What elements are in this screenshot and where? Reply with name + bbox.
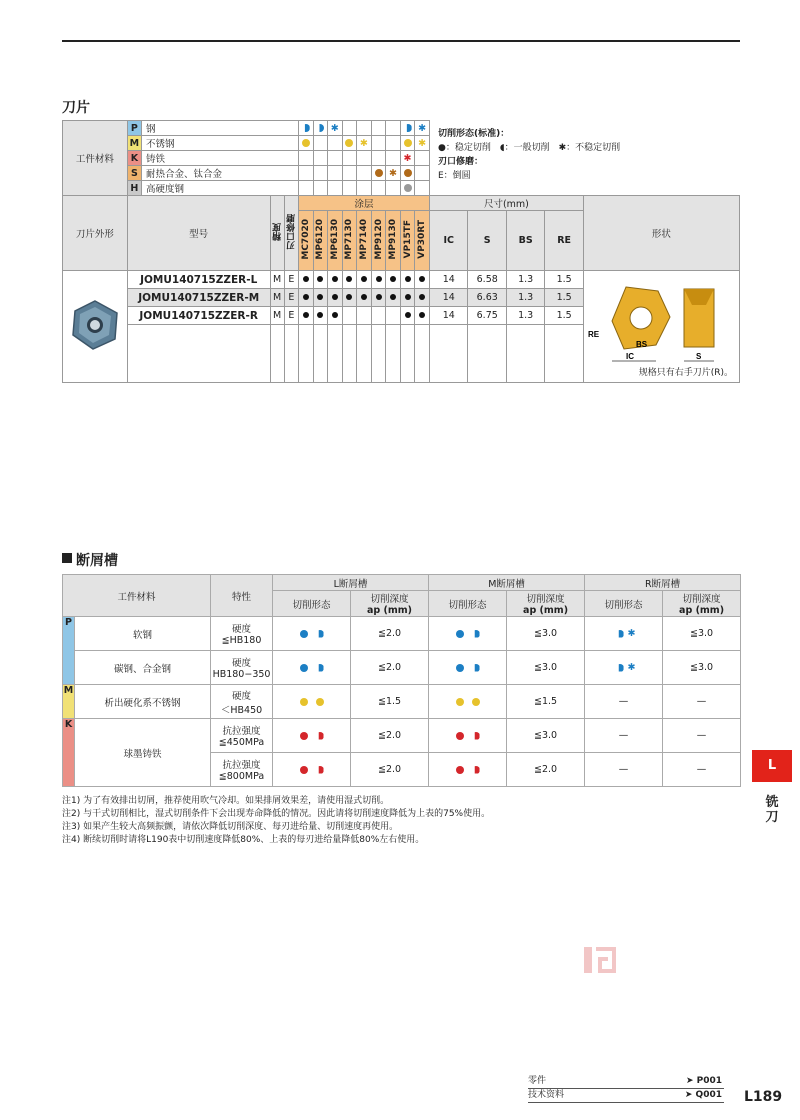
mat-code-K: K <box>127 151 141 166</box>
diagram-re: RE <box>588 330 600 339</box>
cb-prop2-0: ≦HB180 <box>221 635 262 646</box>
cb-material-3: 球墨铸铁 <box>75 719 211 787</box>
cb-sub-form-L: 切削形态 <box>273 591 351 617</box>
legend-title: 切削形态(标准)： <box>438 128 510 139</box>
ic-row-2: 14 <box>430 307 468 325</box>
mat-name-S: 耐热合金、钛合金 <box>141 166 298 181</box>
right-hand-note: 规格只有右手刀片(R)。 <box>638 368 733 378</box>
label-precision: 精度 <box>272 222 283 241</box>
note-2: 注2) 与干式切削相比，湿式切削条件下会出现寿命降低的情况。因此请将切削速度降低为上表的75%使用。 <box>62 809 491 819</box>
section-title-chipbreaker: 断屑槽 <box>76 553 118 569</box>
section-marker-icon <box>62 553 72 563</box>
insert-photo-icon <box>65 295 125 355</box>
label-shape: 刀片外形 <box>63 196 128 271</box>
diagram-bs: BS <box>636 340 648 349</box>
edge-item: E：倒圆 <box>438 170 471 181</box>
cb-Rd-2: — <box>663 685 741 719</box>
insert-table: 工件材料 P 钢 ✱ ✱ 切削形态(标准)： ●：稳定切削 ◖：一般切削 ✱：不稳定切削 刃口修磨： E：倒圆 M 不锈钢 ✱ ✱ K 铸铁 ✱ S 耐热合金、钛合金 ✱ H 高硬度钢 刀片外形 型号 精度 刃口修磨 涂层 尺寸(mm) 形状 MC7020 MP6120 MP6130 MP7130 MP7140 MP9120 MP9130 VP15TF VP30RT IC S BS RE JOMU140715ZZER-L M E 14 6.58 1.3 1.5 IC S BS RE 规格只有右手刀片(R)。 JOMU140715ZZER-M M E 14 6.63 1.3 1.5 JOMU140715ZZER-R M E 14 6.75 1.3 1.5 <box>62 120 740 383</box>
coating-0: MC7020 <box>300 218 311 260</box>
cb-head-property: 特性 <box>211 575 273 617</box>
dim-head-re: RE <box>545 211 583 271</box>
cb-Md-3: ≦3.0 <box>507 719 585 753</box>
chipbreaker-table: 工件材料 特性 L断屑槽 M断屑槽 R断屑槽 切削形态 切削深度 ap (mm) 切削形态 切削深度 ap (mm) 切削形态 切削深度 ap (mm) P 软钢 硬度 ≦HB180 ≦2.0 ≦3.0 ✱ ≦3.0 碳钢、合金钢 硬度 HB180−350 ≦2.0 ≦3.0 ✱ ≦3.0 M 析出硬化系不锈钢 硬度 ＜HB450 ≦1.5 ≦1.5 — — K 球墨铸铁 抗拉强度 ≦450MPa ≦2.0 ≦3.0 — — 抗拉强度 ≦800MPa ≦2.0 ≦2.0 — — <box>62 574 741 787</box>
footer-tech-label: 技术资料 <box>528 1090 565 1100</box>
cb-group-M: M断屑槽 <box>429 575 585 591</box>
label-dims: 尺寸(mm) <box>430 196 584 211</box>
watermark-logo <box>580 945 620 975</box>
model-row-0: JOMU140715ZZER-L <box>127 271 270 289</box>
mat-code-H: H <box>127 181 141 196</box>
label-form: 形状 <box>583 196 739 271</box>
footer-refs <box>528 1075 724 1103</box>
cb-sub-form-R: 切削形态 <box>585 591 663 617</box>
footer-tech-row[interactable] <box>528 1089 724 1103</box>
edge-row-2: E <box>284 307 298 325</box>
cb-prop1-1: 硬度 <box>232 658 252 669</box>
mat-name-K: 铸铁 <box>141 151 298 166</box>
cb-prop1-2: 硬度 <box>232 690 252 702</box>
bs-row-1: 1.3 <box>506 289 544 307</box>
footer-parts-ref[interactable]: ➤ P001 <box>685 1076 722 1086</box>
cb-sub-depth-R1: 切削深度 <box>682 594 721 605</box>
cb-code-K: K <box>63 719 75 787</box>
cb-Ld-1: ≦2.0 <box>351 651 429 685</box>
cb-Md-4: ≦2.0 <box>507 753 585 787</box>
cb-prop2-4: ≦800MPa <box>218 771 265 782</box>
coating-5: MP9120 <box>373 218 384 260</box>
dim-head-ic: IC <box>430 211 468 271</box>
re-row-2: 1.5 <box>545 307 583 325</box>
coating-2: MP6130 <box>329 218 340 260</box>
edge-row-0: E <box>284 271 298 289</box>
cb-group-L: L断屑槽 <box>273 575 429 591</box>
insert-photo <box>63 271 128 383</box>
s-row-2: 6.75 <box>468 307 506 325</box>
cb-R-2: — <box>585 685 663 719</box>
edge-title: 刃口修磨： <box>438 156 484 167</box>
cb-sub-depth-M2: ap (mm) <box>523 605 569 616</box>
re-row-1: 1.5 <box>545 289 583 307</box>
cb-code-P: P <box>63 617 75 685</box>
label-coating: 涂层 <box>298 196 429 211</box>
note-1: 注1) 为了有效排出切屑，推荐使用吹气冷却。如果排屑效果差，请使用湿式切削。 <box>62 796 390 806</box>
cb-Rd-3: — <box>663 719 741 753</box>
watermark-logo-icon <box>580 945 620 975</box>
cb-head-material: 工件材料 <box>63 575 211 617</box>
cb-prop1-0: 硬度 <box>232 624 252 635</box>
cb-R-4: — <box>585 753 663 787</box>
cb-R-3: — <box>585 719 663 753</box>
cb-prop2-1: HB180−350 <box>212 669 271 680</box>
cb-Rd-4: — <box>663 753 741 787</box>
top-rule <box>62 40 740 42</box>
s-row-0: 6.58 <box>468 271 506 289</box>
cb-sub-depth-R2: ap (mm) <box>679 605 725 616</box>
cb-code-M: M <box>63 685 75 719</box>
precision-row-0: M <box>270 271 284 289</box>
model-row-2: JOMU140715ZZER-R <box>127 307 270 325</box>
coating-7: VP15TF <box>402 219 413 259</box>
cb-Md-1: ≦3.0 <box>507 651 585 685</box>
footer-parts-label: 零件 <box>528 1076 547 1086</box>
footer-parts-row[interactable] <box>528 1075 724 1089</box>
cb-prop2-3: ≦450MPa <box>218 737 265 748</box>
diagram-s: S <box>696 352 702 361</box>
cb-Md-2: ≦1.5 <box>507 685 585 719</box>
cb-sub-depth-M1: 切削深度 <box>526 594 565 605</box>
cb-sub-depth-L1: 切削深度 <box>370 594 409 605</box>
mat-name-M: 不锈钢 <box>141 136 298 151</box>
label-model: 型号 <box>127 196 270 271</box>
shape-diagram-icon <box>586 275 736 375</box>
precision-row-1: M <box>270 289 284 307</box>
mat-code-P: P <box>127 121 141 136</box>
cb-sub-form-M: 切削形态 <box>429 591 507 617</box>
bs-row-0: 1.3 <box>506 271 544 289</box>
cb-Ld-2: ≦1.5 <box>351 685 429 719</box>
precision-row-2: M <box>270 307 284 325</box>
page-number: L189 <box>744 1089 783 1105</box>
cb-sub-depth-L2: ap (mm) <box>367 605 413 616</box>
coating-8: VP30RT <box>417 219 428 259</box>
cb-Rd-0: ≦3.0 <box>663 617 741 651</box>
edge-row-1: E <box>284 289 298 307</box>
dim-head-bs: BS <box>506 211 544 271</box>
shape-diagram <box>583 271 739 383</box>
cb-prop1-4: 抗拉强度 <box>222 760 261 771</box>
dim-head-s: S <box>468 211 506 271</box>
cb-Ld-3: ≦2.0 <box>351 719 429 753</box>
legend-items: ●：稳定切削 ◖：一般切削 ✱：不稳定切削 <box>438 142 621 153</box>
model-row-1: JOMU140715ZZER-M <box>127 289 270 307</box>
cb-prop2-2: ＜HB450 <box>220 704 263 716</box>
bs-row-2: 1.3 <box>506 307 544 325</box>
notes <box>62 795 490 847</box>
coating-4: MP7140 <box>358 218 369 260</box>
mat-code-M: M <box>127 136 141 151</box>
section-title-inserts: 刀片 <box>62 100 90 116</box>
diagram-ic: IC <box>626 352 635 361</box>
coating-3: MP7130 <box>344 218 355 260</box>
cb-prop1-3: 抗拉强度 <box>222 726 261 737</box>
footer-tech-ref[interactable]: ➤ Q001 <box>684 1090 722 1100</box>
ic-row-0: 14 <box>430 271 468 289</box>
cb-material-1: 碳钢、合金钢 <box>75 651 211 685</box>
label-material: 工件材料 <box>63 121 128 196</box>
re-row-0: 1.5 <box>545 271 583 289</box>
cb-Ld-0: ≦2.0 <box>351 617 429 651</box>
cb-material-2: 析出硬化系不锈钢 <box>75 685 211 719</box>
side-tab[interactable]: L <box>752 750 792 782</box>
coating-6: MP9130 <box>388 218 399 260</box>
ic-row-1: 14 <box>430 289 468 307</box>
s-row-1: 6.63 <box>468 289 506 307</box>
mat-code-S: S <box>127 166 141 181</box>
cb-Rd-1: ≦3.0 <box>663 651 741 685</box>
note-3: 注3) 如果产生较大高频振颤，请依次降低切削深度、每刃进给量、切削速度再使用。 <box>62 822 399 832</box>
mat-name-P: 钢 <box>141 121 298 136</box>
cb-material-0: 软钢 <box>75 617 211 651</box>
label-edge: 刃口修磨 <box>286 213 297 250</box>
note-4: 注4) 断续切削时请将L190表中切削速度降低80%、上表的每刃进给量降低80%左右使用。 <box>62 835 425 845</box>
cb-Md-0: ≦3.0 <box>507 617 585 651</box>
mat-name-H: 高硬度钢 <box>141 181 298 196</box>
cb-Ld-4: ≦2.0 <box>351 753 429 787</box>
side-tab-label: 铣刀 <box>765 795 779 825</box>
cb-group-R: R断屑槽 <box>585 575 741 591</box>
coating-1: MP6120 <box>315 218 326 260</box>
